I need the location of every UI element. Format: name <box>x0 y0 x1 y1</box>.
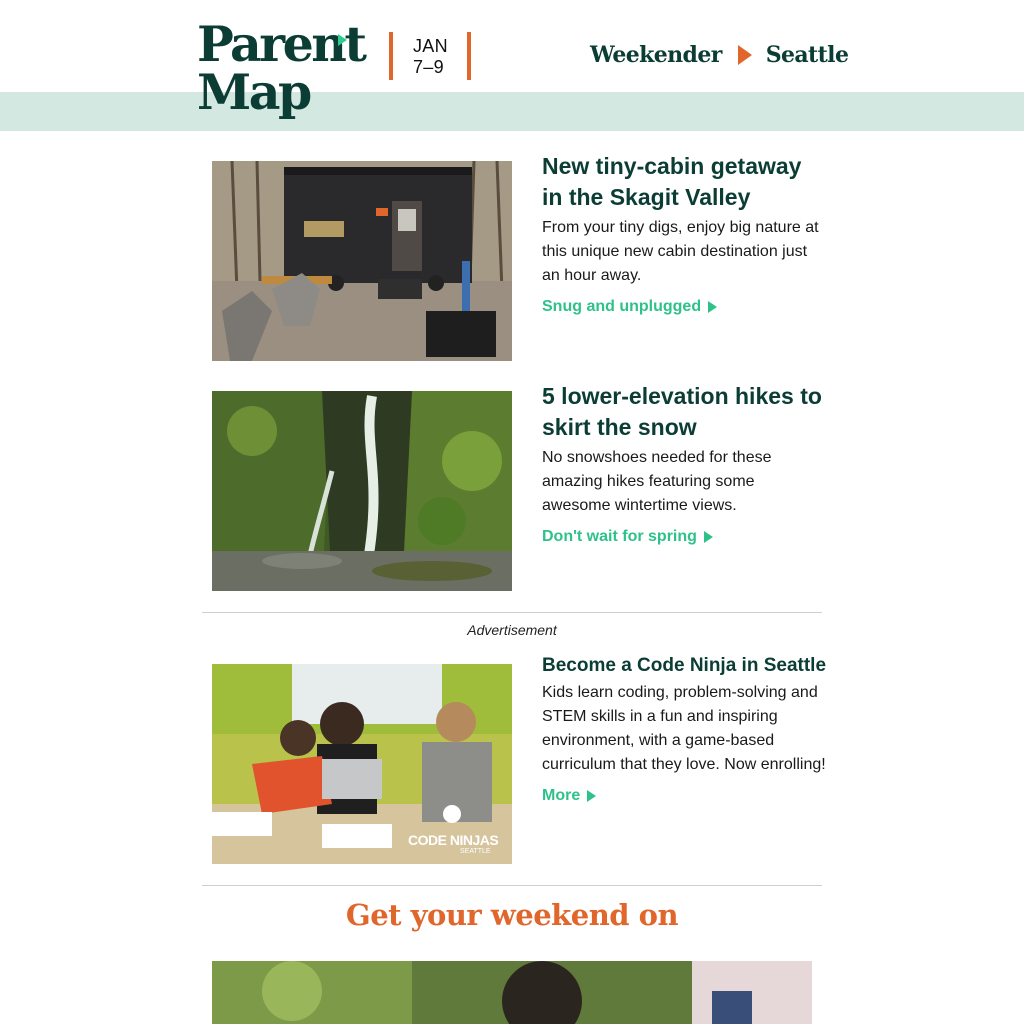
parentmap-logo[interactable] <box>197 15 365 122</box>
weekend-feature-photo[interactable] <box>212 961 812 1024</box>
cta-label: Snug and unplugged <box>542 298 702 315</box>
date-range: 7–9 <box>413 57 444 77</box>
code-ninjas-watermark: CODE NINJAS <box>408 832 499 848</box>
ad-card-code-ninjas <box>212 655 827 864</box>
article-description: No snowshoes needed for these amazing hikes featuring some awesome wintertime views. <box>542 449 772 514</box>
article-card-hikes <box>212 383 822 591</box>
header-band <box>0 92 1024 131</box>
waterfall-photo[interactable] <box>212 391 512 591</box>
ad-text <box>542 655 827 805</box>
newsletter-city: Seattle <box>765 42 849 68</box>
article-title[interactable]: 5 lower-elevation hikes to skirt the snow <box>542 383 822 440</box>
divider <box>202 885 822 886</box>
article-card-cabin <box>212 153 822 361</box>
ad-description: Kids learn coding, problem-solving and STEM skills in a fun and inspiring environment, with a game-based curriculum that they love. Now enrolling! <box>542 684 826 773</box>
cta-spring-link[interactable] <box>542 528 713 546</box>
advertisement-label: Advertisement <box>467 622 557 638</box>
cta-label: Don't wait for spring <box>542 528 697 545</box>
logo-word-parent: Parent <box>197 15 365 73</box>
play-arrow-icon <box>708 301 717 313</box>
code-ninjas-watermark-sub: SEATTLE <box>460 848 491 855</box>
article-text <box>542 153 827 316</box>
ad-title[interactable]: Become a Code Ninja in Seattle <box>542 655 827 676</box>
cabin-photo[interactable] <box>212 161 512 361</box>
cta-snug-link[interactable] <box>542 298 717 316</box>
play-arrow-icon <box>704 531 713 543</box>
cta-label: More <box>542 787 581 804</box>
play-arrow-icon <box>587 790 596 802</box>
newsletter-title <box>590 38 848 72</box>
cta-more-link[interactable] <box>542 787 596 805</box>
issue-date <box>389 32 471 80</box>
article-description: From your tiny digs, enjoy big nature at this unique new cabin destination just an hour away. <box>542 219 819 284</box>
section-headline: Get your weekend on <box>345 898 679 932</box>
newsletter-name: Weekender <box>590 42 722 68</box>
article-title[interactable]: New tiny-cabin getaway in the Skagit Valley <box>542 153 802 210</box>
logo-word-map: Map <box>197 63 310 121</box>
logo-play-icon <box>338 34 347 46</box>
play-icon <box>738 45 752 65</box>
divider <box>202 612 822 613</box>
article-text <box>542 383 827 546</box>
date-month: JAN <box>413 36 448 56</box>
